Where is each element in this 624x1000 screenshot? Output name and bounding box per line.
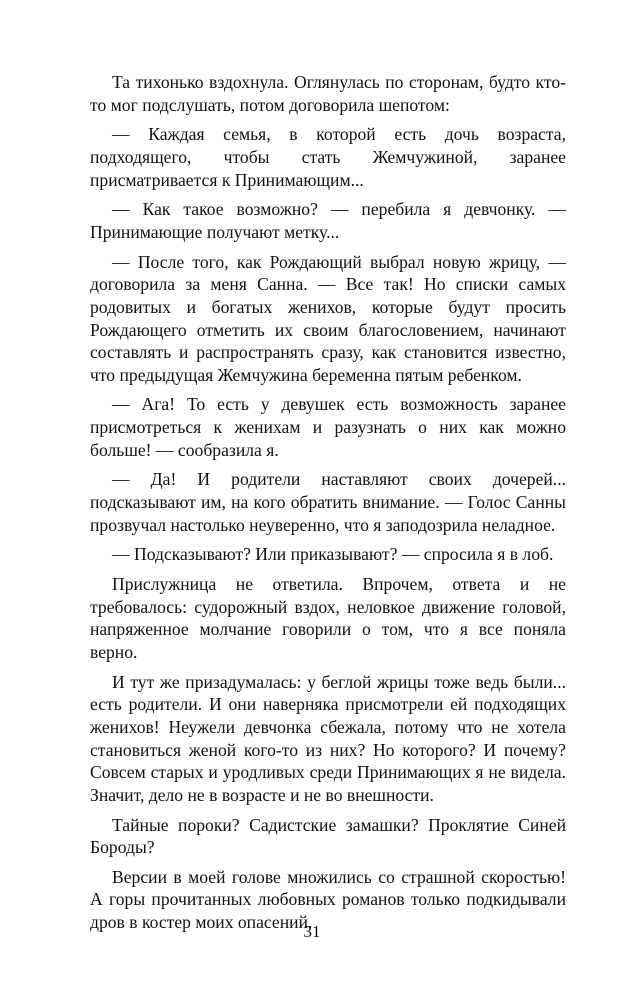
paragraph-2: — Каждая семья, в которой есть дочь возраста, подходящего, чтобы стать Жемчужиной, заранее присматривается к Принимающим... xyxy=(90,124,566,190)
paragraph-10: Тайные пороки? Садистские замашки? Проклятие Синей Бороды? xyxy=(90,814,566,858)
page-text xyxy=(90,71,566,941)
paragraph-11: Версии в моей голове множились со страшной скоростью! А горы прочитанных любовных романов только подкидывали дров в костер моих опасений. xyxy=(90,866,566,933)
paragraph-6: — Да! И родители наставляют своих дочерей... подсказывают им, на кого обратить внимание. — Голос Санны прозвучал настолько неуверенно, что я заподозрила неладное. xyxy=(90,469,566,535)
page-number: 31 xyxy=(303,922,321,941)
paragraph-5: — Ага! То есть у девушек есть возможность заранее присмотреться к женихам и разузнать о них как можно больше! — сообразила я. xyxy=(90,394,566,460)
paragraph-8: Прислужница не ответила. Впрочем, ответа и не требовалось: судорожный вздох, неловкое движение головой, напряженное молчание говорили о том, что я все поняла верно. xyxy=(90,574,566,662)
paragraph-4: — После того, как Рождающий выбрал новую жрицу, — договорила за меня Санна. — Все так! Но списки самых родовитых и богатых женихов, которые будут просить Рождающего отметить их своим благословением, начинают составлять и распространять сразу, как становится известно, что предыдущая Жемчужина беременна пятым ребенком. xyxy=(90,251,566,385)
paragraph-3: — Как такое возможно? — перебила я девчонку. — Принимающие получают метку... xyxy=(90,199,566,242)
paragraph-7: — Подсказывают? Или приказывают? — спросила я в лоб. xyxy=(112,544,554,565)
paragraph-9: И тут же призадумалась: у беглой жрицы тоже ведь были... есть родители. И они наверняка присмотрели ей подходящих женихов! Неужели девчонка сбежала, потому что не хотела становиться женой кого-то из них? Но которого? И почему? Совсем старых и уродливых среди Принимающих я не видела. Значит, дело не в возрасте и не во внешности. xyxy=(90,671,566,805)
paragraph-1: Та тихонько вздохнула. Оглянулась по сторонам, будто кто-то мог подслушать, потом договорила шепотом: xyxy=(90,72,566,115)
